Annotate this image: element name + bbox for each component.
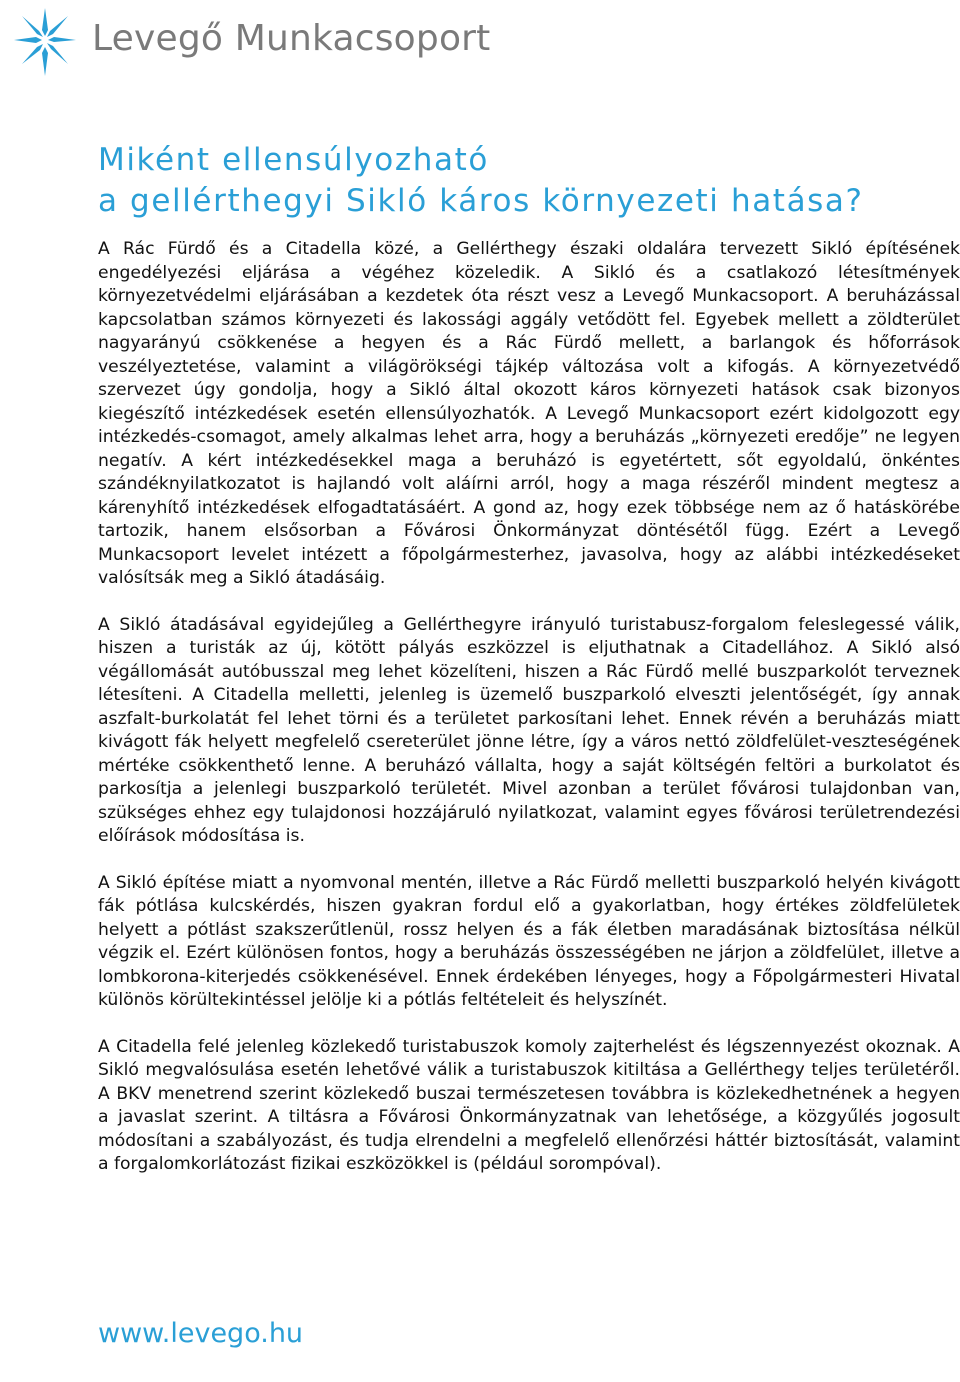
paragraph-tourist-bus-ban: A Citadella felé jelenleg közlekedő turistabuszok komoly zajterhelést és légszennyezést okoznak. A Sikló megvalósulása esetén lehetővé válik a turistabuszok kitiltása a Gellérthegy teljes területéről. A BKV menetrend szerint közlekedő buszai természetesen továbbra is közlekedhetnének a hegyen a javaslat szerint. A tiltásra a Fővárosi Önkormányzatnak van lehetősége, a közgyűlés jogosult módosítani a szabályozást, és tudja elrendelni a megfelelő ellenőrzési háttér biztosítását, valamint a forgalomkorlátozást fizikai eszközökkel is (például sorompóval). — [98, 1036, 960, 1174]
paragraph-bus-parking: A Sikló átadásával egyidejűleg a Gellérthegyre irányuló turistabusz-forgalom feleslegessé válik, hiszen a turisták az új, kötött pályás eszközzel is eljuthatnak a Citadellához. A Sikló alsó végállomását autóbusszal meg lehet közelíteni, hiszen a Rác Fürdő mellé buszparkolót terveznek létesíteni. A Citadella melletti, jelenleg is üzemelő buszparkoló elveszti jelentőségét, így annak aszfalt-burkolatát fel lehet törni és a területet parkosítani lehet. Ennek révén a beruházás miatt kivágott fák helyett megfelelő csereterület jönne létre, így a város nettó zöldfelület-veszteségének mértéke csökkenthető lenne. A beruházó vállalta, hogy a saját költségén feltöri a burkolatot és parkosítja a jelenlegi buszparkoló területét. Mivel azonban a terület fővárosi tulajdonban van, szükséges ehhez egy tulajdonosi hozzájáruló nyilatkozat, valamint egyes fővárosi területrendezési előírások módosítása is. — [98, 614, 960, 846]
page-header — [0, 0, 960, 100]
footer-website-link[interactable]: www.levego.hu — [98, 1318, 304, 1349]
document-title-line-2: a gellérthegyi Sikló káros környezeti hatása? — [98, 183, 864, 219]
organization-logo-text: Levegő Munkacsoport — [92, 18, 491, 59]
document-body — [98, 238, 960, 1200]
document-title — [98, 140, 918, 222]
document-title-line-1: Miként ellensúlyozható — [98, 142, 489, 178]
star-burst-logo-icon — [12, 6, 78, 78]
paragraph-tree-replacement: A Sikló építése miatt a nyomvonal mentén, illetve a Rác Fürdő melletti buszparkoló helyén kivágott fák pótlása kulcskérdés, hiszen gyakran fordul elő a gyakorlatban, hogy értékes zöldfelületek helyett a pótlást szakszerűtlenül, rossz helyen és a fák életben maradásának biztosítása nélkül végzik el. Ezért különösen fontos, hogy a beruházás összességében ne járjon a zöldfelület, illetve a lombkorona-kiterjedés csökkenésével. Ennek érdekében lényeges, hogy a Főpolgármesteri Hivatal különös körültekintéssel jelölje ki a pótlás feltételeit és helyszínét. — [98, 872, 960, 1010]
paragraph-intro: A Rác Fürdő és a Citadella közé, a Gellérthegy északi oldalára tervezett Sikló építésének engedélyezési eljárása a végéhez közeledik. A Sikló és a csatlakozó létesítmények környezetvédelmi eljárásában a kezdetek óta részt vesz a Levegő Munkacsoport. A beruházással kapcsolatban számos környezeti és lakossági aggály vetődött fel. Egyebek mellett a zöldterület nagyarányú csökkenése a hegyen és a Rác Fürdő mellett, a barlangok és hőforrások veszélyeztetése, valamint a világörökségi tájkép változása volt a kifogás. A környezetvédő szervezet úgy gondolja, hogy a Sikló által okozott káros környezeti hatások csak bizonyos kiegészítő intézkedések esetén ellensúlyozhatók. A Levegő Munkacsoport ezért kidolgozott egy intézkedés-csomagot, amely alkalmas lehet arra, hogy a beruházás „környezeti eredője” ne legyen negatív. A kért intézkedésekkel maga a beruházó is egyetértett, sőt egyoldalú, önkéntes szándéknyilatkozatot is hajlandó volt aláírni arról, hogy a maga részéről mindent megtesz a kárenyhítő intézkedések elfogadtatásáért. A gond az, hogy ezek többsége nem az ő hatáskörébe tartozik, hanem elsősorban a Fővárosi Önkormányzat döntésétől függ. Ezért a Levegő Munkacsoport levelet intézett a főpolgármesterhez, javasolva, hogy az alábbi intézkedéseket valósítsák meg a Sikló átadásáig. — [98, 239, 960, 588]
